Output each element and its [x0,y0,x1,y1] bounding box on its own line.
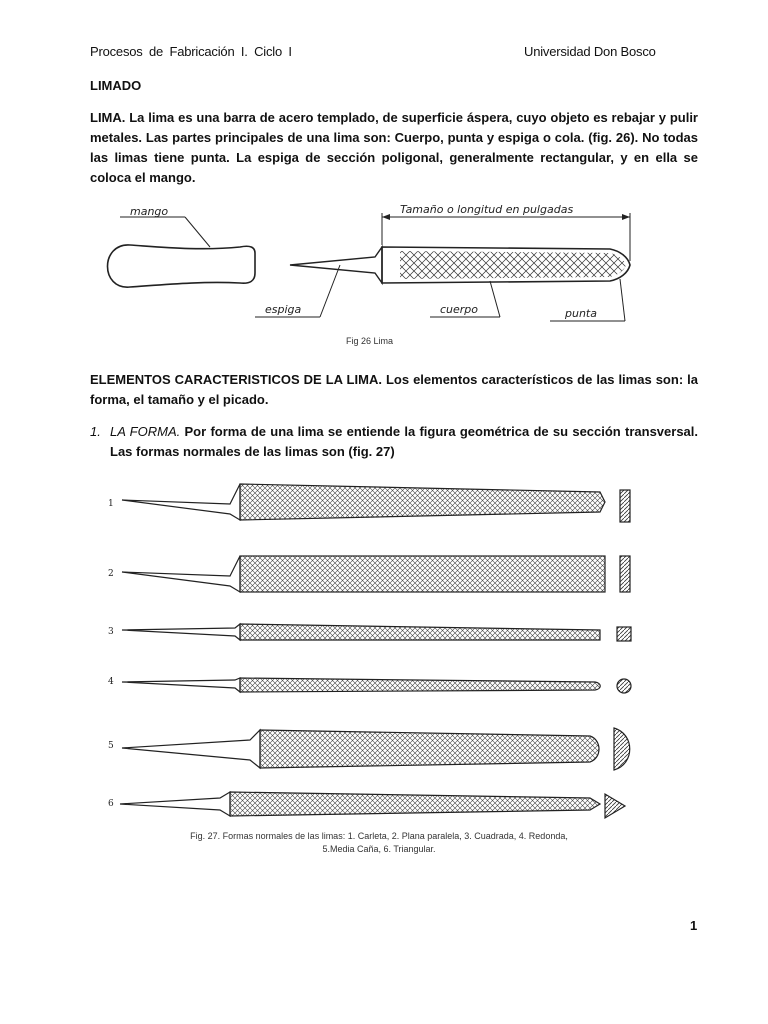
label-mango: mango [130,205,169,218]
file-number-5: 5 [108,741,114,751]
list-item-text: Por forma de una lima se entiende la figura geométrica de su sección transversal. Las formas normales de las limas son (fig. 27) [110,424,699,459]
header-left: Procesos de Fabricación I. Ciclo I [90,44,292,59]
page-number: 1 [690,918,698,933]
figure-27-caption [164,830,594,856]
paragraph-elementos: ELEMENTOS CARACTERISTICOS DE LA LIMA. Los elementos característicos de las limas son: la forma, el tamaño y el picado. [90,372,698,407]
list-item-number: 1. [90,424,101,439]
list-item-forma [90,422,698,462]
figure-26-caption: Fig 26 Lima [346,336,394,346]
list-item-lead: LA FORMA. [110,424,181,439]
label-tamano: Tamaño o longitud en pulgadas [400,203,574,216]
label-cuerpo: cuerpo [440,303,479,316]
figure-27-file-shapes [100,478,645,823]
handle-shape [108,245,256,287]
figure-27-caption-line2: 5.Media Caña, 6. Triangular. [322,844,436,854]
file-number-3: 3 [108,627,114,637]
section-title: LIMADO [90,78,142,93]
figure-26-file-diagram [90,195,650,335]
figure-27-caption-line1: Fig. 27. Formas normales de las limas: 1. Carleta, 2. Plana paralela, 3. Cuadrada, 4. Redonda, [190,831,568,841]
label-punta: punta [565,307,597,320]
label-espiga: espiga [265,303,302,316]
file-number-2: 2 [108,569,114,579]
header-right: Universidad Don Bosco [524,44,656,59]
file-number-1: 1 [108,499,114,509]
tang-shape [290,247,382,283]
paragraph-lima: LIMA. La lima es una barra de acero templado, de superficie áspera, cuyo objeto es rebajar y pulir metales. Las partes principales de una lima son: Cuerpo, punta y espiga o cola. (fig. 26). No todas las limas tiene punta. La espiga de sección poligonal, generalmente rectangular, y en ella se coloca el mango. [90,110,698,185]
file-number-4: 4 [108,677,114,687]
file-number-6: 6 [108,799,114,809]
